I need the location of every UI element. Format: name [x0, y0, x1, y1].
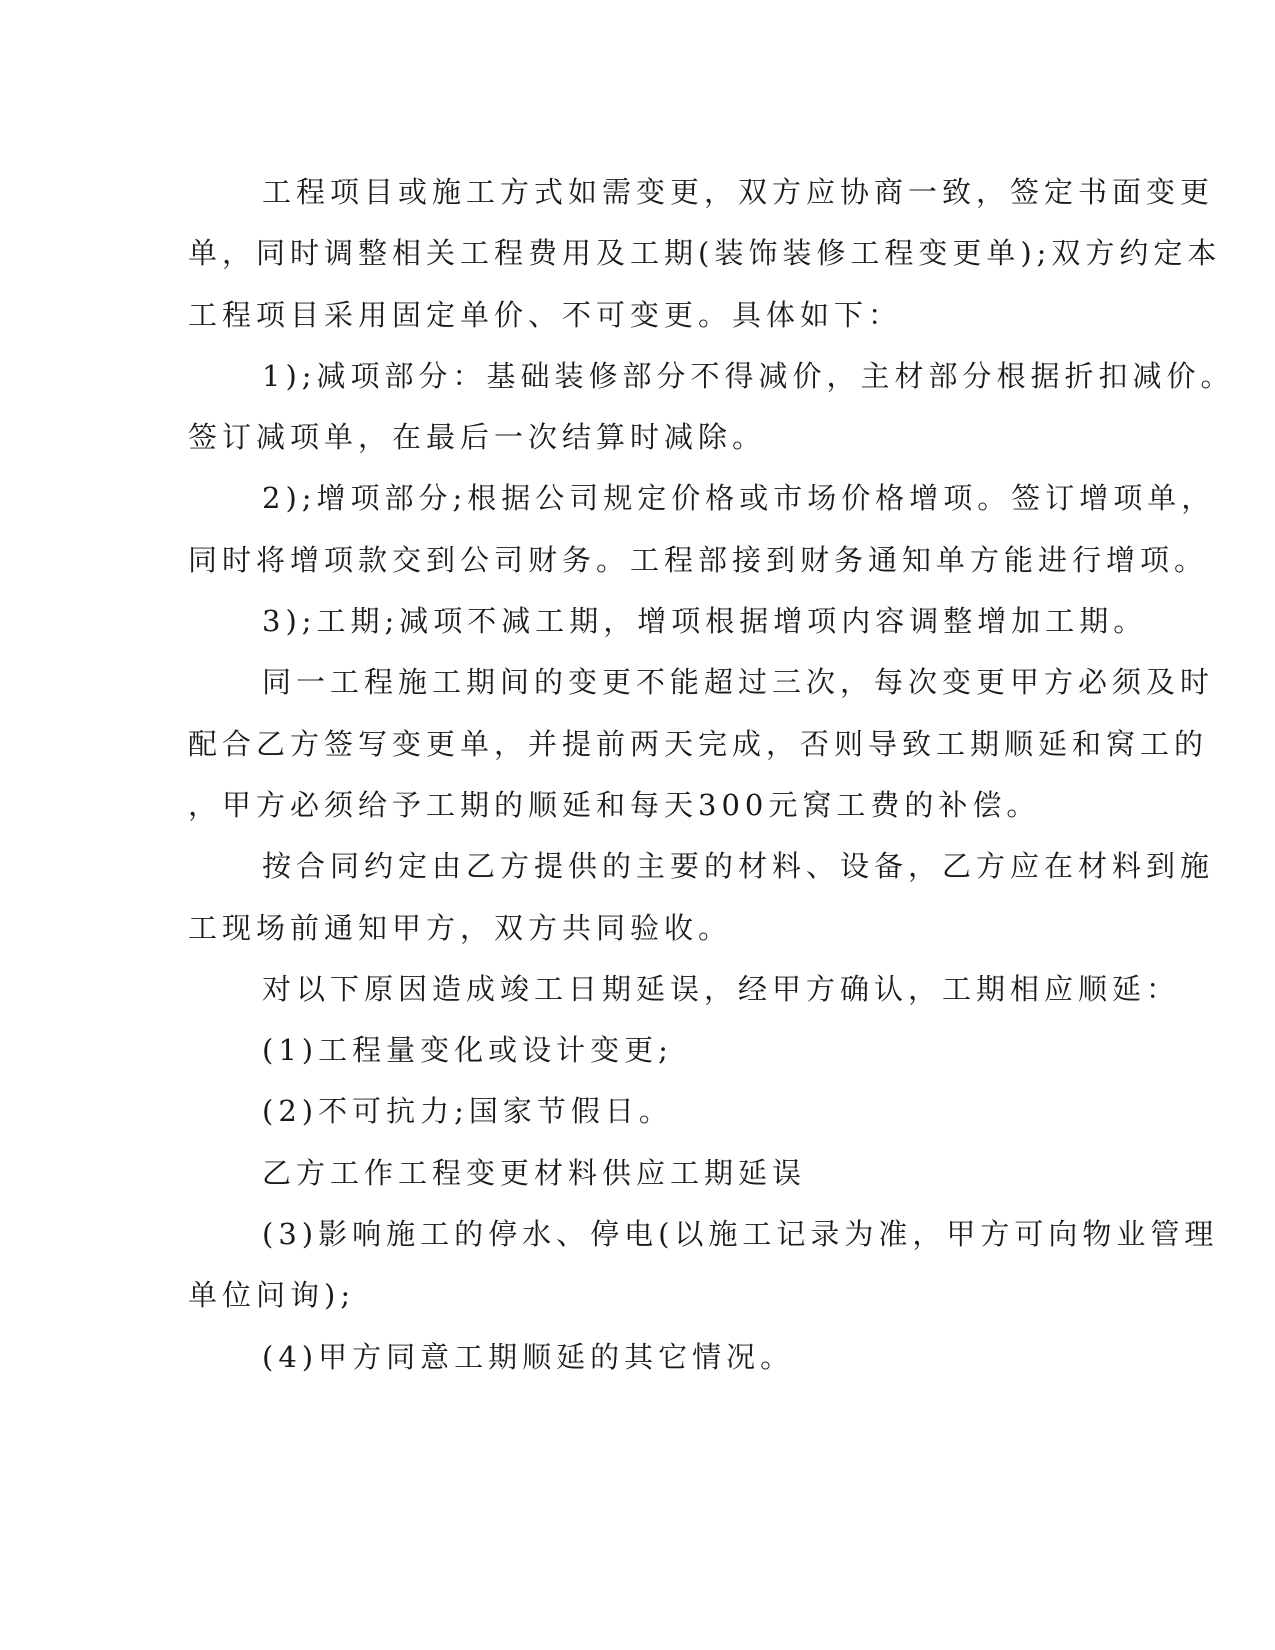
delay-reason-2: (2)不可抗力;国家节假日。 [262, 1094, 673, 1129]
paragraph-change-procedure-line-3: 工程项目采用固定单价、不可变更。具体如下： [188, 297, 903, 332]
paragraph-change-limit-line-2: 配合乙方签写变更单，并提前两天完成，否则导致工期顺延和窝工的 [188, 726, 1209, 761]
paragraph-change-procedure-line-1: 工程项目或施工方式如需变更，双方应协商一致，签定书面变更 [262, 175, 1215, 209]
delay-reason-4: (4)甲方同意工期顺延的其它情况。 [262, 1339, 795, 1374]
item-deduction-line-2: 签订减项单，在最后一次结算时减除。 [188, 420, 767, 455]
document-body [188, 162, 1235, 1388]
item-schedule: 3);工期;减项不减工期，增项根据增项内容调整增加工期。 [262, 604, 1148, 639]
delay-reason-3-line-2: 单位问询); [188, 1278, 356, 1313]
delay-reason-3-line-1: (3)影响施工的停水、停电(以施工记录为准，甲方可向物业管理 [262, 1217, 1219, 1252]
item-addition-line-2: 同时将增项款交到公司财务。工程部接到财务通知单方能进行增项。 [188, 542, 1209, 577]
paragraph-change-procedure-line-2: 单，同时调整相关工程费用及工期(装饰装修工程变更单);双方约定本 [188, 236, 1222, 271]
delay-heading: 乙方工作工程变更材料供应工期延误 [262, 1155, 807, 1190]
paragraph-change-limit-line-1: 同一工程施工期间的变更不能超过三次，每次变更甲方必须及时 [262, 665, 1215, 700]
paragraph-materials-line-1: 按合同约定由乙方提供的主要的材料、设备，乙方应在材料到施 [262, 849, 1215, 884]
item-addition-line-1: 2);增项部分;根据公司规定价格或市场价格增项。签订增项单， [262, 481, 1216, 516]
delay-reason-1: (1)工程量变化或设计变更; [262, 1033, 673, 1068]
paragraph-change-limit-line-3: ，甲方必须给予工期的顺延和每天300元窝工费的补偿。 [188, 787, 1041, 822]
item-deduction-line-1: 1);减项部分：基础装修部分不得减价，主材部分根据折扣减价。 [262, 358, 1235, 393]
paragraph-materials-line-2: 工现场前通知甲方，双方共同验收。 [188, 910, 733, 945]
paragraph-delay-intro: 对以下原因造成竣工日期延误，经甲方确认，工期相应顺延： [262, 971, 1181, 1006]
